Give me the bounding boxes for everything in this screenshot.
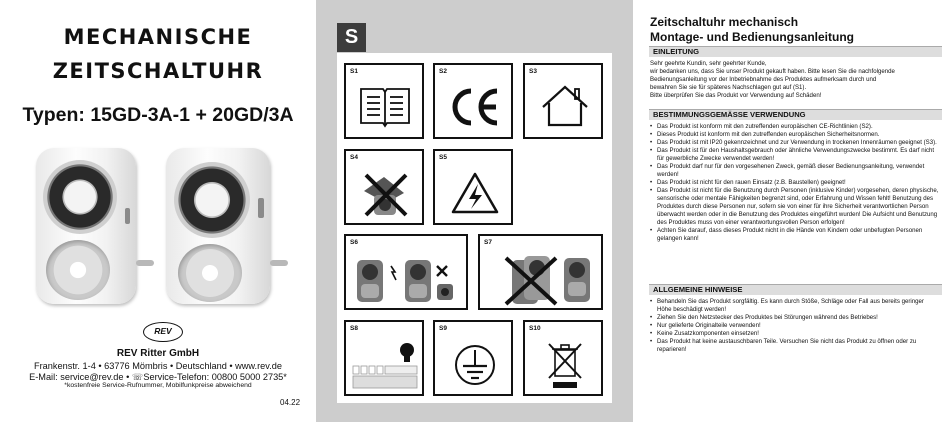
symbol-label: S4 <box>350 154 358 161</box>
house-icon <box>537 83 593 129</box>
symbol-s10 <box>523 320 603 396</box>
list-item: • Das Produkt ist konform mit den zutreffenden europäischen CE-Richtlinien (S2). <box>650 123 940 131</box>
list-item: • Nur gelieferte Originalteile verwenden! <box>650 322 940 330</box>
manual-book-icon <box>357 83 413 129</box>
list-item: • Ziehen Sie den Netzstecker des Produktes bei Störungen während des Betriebes! <box>650 314 940 322</box>
timer-plug-image-1 <box>28 148 156 306</box>
list-item: • Achten Sie darauf, dass dieses Produkt nicht in die Hände von Kindern oder unbefugten Personen gelangen kann! <box>650 227 940 243</box>
symbol-label: S3 <box>529 68 537 75</box>
symbol-label: S5 <box>439 154 447 161</box>
intro-line: Sehr geehrte Kundin, sehr geehrter Kunde, <box>650 60 767 67</box>
company-name: REV Ritter GmbH <box>116 348 200 359</box>
list-item: • Das Produkt ist für den Haushaltsgebrauch oder ähnliche Verwendungszwecke bestimmt. Es darf nicht für gewerbliche Zwecke verwendet werden! <box>650 147 940 163</box>
company-address: Frankenstr. 1-4 • 63776 Mömbris • Deutschland • www.rev.de <box>34 361 282 371</box>
ce-mark-icon <box>447 85 503 129</box>
symbol-s1 <box>344 63 424 139</box>
no-stacking-icon <box>494 252 594 306</box>
rev-logo: REV <box>143 322 183 342</box>
list-item: • Das Produkt ist nicht für den rauen Einsatz (z.B. Baustellen) geeignet! <box>650 179 940 187</box>
symbol-s9 <box>433 320 513 396</box>
list-item: • Behandeln Sie das Produkt sorgfältig. Es kann durch Stöße, Schläge oder Fall aus bereits geringer Höhe beschädigt werden! <box>650 298 940 314</box>
list-item: • Das Produkt ist nicht für die Benutzung durch Personen (inklusive Kinder) vorgesehen, deren physische, sensorische oder mentale Fähigkeiten begrenzt sind, oder Erfahrung und Wissen fehlt! Benutzung des Produktes durch diese Personen nur, sofern sie von einer für ihre Sicherheit verantwortlichen Person überwacht werden oder in die Benutzung des Produktes eingeführt wurden! Die Aufsicht und Benutzung des Produktes muss von einer verantwortungsvollen Person erfolgen! <box>650 187 940 227</box>
intro-line: bewahren Sie sie für späteres Nachschlagen gut auf (S1). <box>650 84 807 91</box>
list-item: • Keine Zusatzkomponenten einsetzen! <box>650 330 940 338</box>
symbol-label: S1 <box>350 68 358 75</box>
symbol-label: S7 <box>484 239 492 246</box>
model-types: Typen: 15GD-3A-1 + 20GD/3A <box>22 104 294 126</box>
symbol-label: S2 <box>439 68 447 75</box>
section-badge: S <box>337 23 366 52</box>
section-heading-intro: EINLEITUNG <box>649 46 942 57</box>
doc-title: Zeitschaltuhr mechanisch <box>650 15 799 29</box>
doc-subtitle: Montage- und Bedienungsanleitung <box>650 30 854 44</box>
plug-usage-icon <box>351 256 463 306</box>
electric-warning-icon <box>450 171 500 215</box>
title-line-2: ZEITSCHALTUHR <box>52 59 264 83</box>
symbol-s3 <box>523 63 603 139</box>
protective-earth-icon <box>452 342 498 388</box>
timer-plug-image-2 <box>158 148 288 306</box>
list-item: • Das Produkt darf nur für den vorgesehenen Zweck, gemäß dieser Bedienungsanleitung, verwendet werden! <box>650 163 940 179</box>
lamp-load-icon <box>349 340 421 392</box>
weee-bin-icon <box>545 340 585 390</box>
symbol-s5 <box>433 149 513 225</box>
intro-line: Bitte überprüfen Sie das Produkt vor Verwendung auf Schäden! <box>650 92 822 99</box>
general-list <box>650 298 940 354</box>
list-item: • Dieses Produkt ist konform mit den zutreffenden europäischen Sicherheitsnormen. <box>650 131 940 139</box>
intro-text <box>650 60 940 100</box>
symbol-s8 <box>344 320 424 396</box>
symbol-label: S10 <box>529 325 541 332</box>
list-item: • Das Produkt hat keine austauschbaren Teile. Versuchen Sie nicht das Produkt zu öffnen oder zu reparieren! <box>650 338 940 354</box>
company-contact: E-Mail: service@rev.de • ☏Service-Telefon: 00800 5000 2735* <box>29 372 287 382</box>
instructions-panel <box>633 0 950 422</box>
symbol-label: S8 <box>350 325 358 332</box>
symbol-s7 <box>478 234 603 310</box>
symbol-sheet <box>337 53 612 403</box>
usage-list <box>650 123 940 243</box>
service-footnote: *kostenfreie Service-Rufnummer, Mobilfunkpreise abweichend <box>64 382 252 389</box>
symbol-label: S6 <box>350 239 358 246</box>
title-line-1: MECHANISCHE <box>63 25 253 49</box>
symbol-s4 <box>344 149 424 225</box>
edition-date: 04.22 <box>280 398 301 407</box>
symbol-label: S9 <box>439 325 447 332</box>
list-item: • Das Produkt ist mit IP20 gekennzeichnet und zur Verwendung in trockenen Innenräumen geeignet (S3). <box>650 139 940 147</box>
section-heading-usage: BESTIMMUNGSGEMÄSSE VERWENDUNG <box>649 109 942 120</box>
symbol-s2 <box>433 63 513 139</box>
symbol-s6 <box>344 234 468 310</box>
section-heading-general: ALLGEMEINE HINWEISE <box>649 284 942 295</box>
intro-line: Bedienungsanleitung vor der Inbetriebnahme des Produktes aufmerksam durch und <box>650 76 877 83</box>
cover-panel <box>0 0 316 422</box>
intro-line: wir bedanken uns, dass Sie unser Produkt gekauft haben. Bitte lesen Sie die nachfolgende <box>650 68 895 75</box>
symbols-panel <box>316 0 633 422</box>
no-commercial-use-icon <box>356 169 416 221</box>
